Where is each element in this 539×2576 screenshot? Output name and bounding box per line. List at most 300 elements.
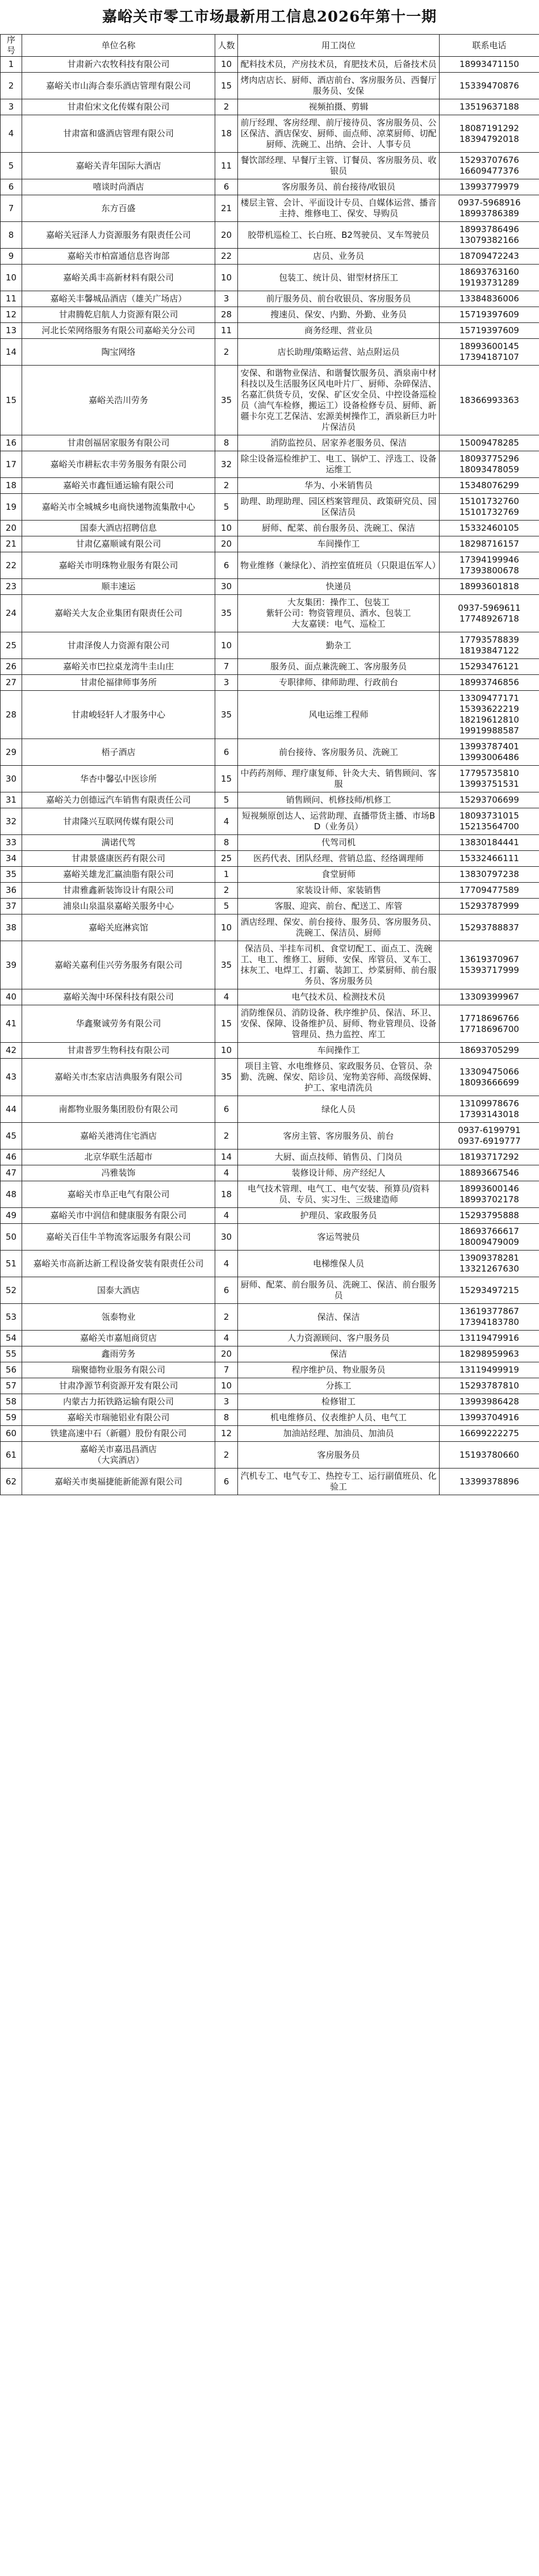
- headcount: 4: [215, 808, 238, 835]
- job-positions: 客房服务员、前台接待/收银员: [238, 179, 440, 195]
- company-name: 瑞聚德物业服务有限公司: [22, 1362, 215, 1378]
- table-row: [1, 265, 539, 291]
- row-index: 3: [1, 99, 22, 115]
- table-row: [1, 941, 539, 989]
- contact-phone: 13119479916: [440, 1331, 539, 1346]
- table-row: [1, 1224, 539, 1251]
- table-row: [1, 659, 539, 675]
- job-positions: 电气技术员、检测技术员: [238, 989, 440, 1005]
- headcount: 2: [215, 1442, 238, 1469]
- row-index: 52: [1, 1277, 22, 1304]
- contact-phone: 13993787401 13993006486: [440, 739, 539, 766]
- contact-phone: 0937-5969611 17748926718: [440, 595, 539, 632]
- company-name: 嘉峪关市柏富通信息咨询部: [22, 249, 215, 265]
- contact-phone: 13119499919: [440, 1362, 539, 1378]
- company-name: 北京华联生活超市: [22, 1149, 215, 1165]
- row-index: 29: [1, 739, 22, 766]
- table-row: [1, 691, 539, 739]
- contact-phone: 15332460105: [440, 521, 539, 536]
- contact-phone: 15719397609: [440, 307, 539, 323]
- headcount: 18: [215, 115, 238, 153]
- headcount: 10: [215, 265, 238, 291]
- contact-phone: 15339470876: [440, 73, 539, 99]
- job-positions: 华为、小米销售员: [238, 478, 440, 494]
- headcount: 6: [215, 739, 238, 766]
- contact-phone: 15293787999: [440, 899, 539, 914]
- job-positions: 代驾司机: [238, 835, 440, 851]
- company-name: 河北长荣网络服务有限公司嘉峪关分公司: [22, 323, 215, 339]
- company-name: 嘉峪关市耕耘农丰劳务服务有限公司: [22, 451, 215, 478]
- company-name: 嘉峪关市巴拉桌龙湾牛圭山庄: [22, 659, 215, 675]
- header-company: 单位名称: [22, 35, 215, 57]
- headcount: 35: [215, 691, 238, 739]
- table-row: [1, 766, 539, 792]
- table-row: [1, 153, 539, 179]
- company-name: 甘肃普罗生物科技有限公司: [22, 1043, 215, 1059]
- row-index: 17: [1, 451, 22, 478]
- job-positions: 烤肉店店长、厨师、酒店前台、客房服务员、西餐厅服务员、安保: [238, 73, 440, 99]
- contact-phone: 13830797238: [440, 867, 539, 883]
- headcount: 7: [215, 659, 238, 675]
- headcount: 2: [215, 99, 238, 115]
- contact-phone: 13993986428: [440, 1394, 539, 1410]
- row-index: 2: [1, 73, 22, 99]
- table-row: [1, 579, 539, 595]
- table-row: [1, 451, 539, 478]
- job-positions: 家装设计师、家装销售: [238, 883, 440, 899]
- company-name: 华杏中馨弘中医诊所: [22, 766, 215, 792]
- row-index: 56: [1, 1362, 22, 1378]
- headcount: 20: [215, 1346, 238, 1362]
- job-positions: 助理、助理助理、园区档案管理员、政策研究员、园区保洁员: [238, 494, 440, 521]
- company-name: 嘉峪关市山海合泰乐酒店管理有限公司: [22, 73, 215, 99]
- table-row: [1, 1123, 539, 1149]
- table-row: [1, 435, 539, 451]
- table-row: [1, 1181, 539, 1208]
- headcount: 6: [215, 179, 238, 195]
- job-positions: 楼层主管、会计、平面设计专员、自媒体运营、播音主持、维修电工、保安、导购员: [238, 195, 440, 222]
- company-name: 国泰大酒店招聘信息: [22, 521, 215, 536]
- table-row: [1, 1331, 539, 1346]
- contact-phone: 18993600146 18993702178: [440, 1181, 539, 1208]
- table-row: [1, 195, 539, 222]
- contact-phone: 18993471150: [440, 57, 539, 73]
- table-row: [1, 808, 539, 835]
- job-positions: 保洁、保洁: [238, 1304, 440, 1331]
- table-row: [1, 1059, 539, 1096]
- contact-phone: 18087191292 18394792018: [440, 115, 539, 153]
- contact-phone: 17793578839 18193847122: [440, 632, 539, 659]
- table-row: [1, 1378, 539, 1394]
- contact-phone: 15348076299: [440, 478, 539, 494]
- company-name: 嘉峪关青年国际大酒店: [22, 153, 215, 179]
- company-name: 鑫雨劳务: [22, 1346, 215, 1362]
- contact-phone: 18693766617 18009479009: [440, 1224, 539, 1251]
- headcount: 5: [215, 899, 238, 914]
- row-index: 58: [1, 1394, 22, 1410]
- company-name: 嘻谈时尚酒店: [22, 179, 215, 195]
- headcount: 2: [215, 339, 238, 366]
- job-positions: 餐饮部经理、早餐厅主管、订餐员、客房服务员、收银员: [238, 153, 440, 179]
- row-index: 24: [1, 595, 22, 632]
- company-name: 甘肃新六农牧科技有限公司: [22, 57, 215, 73]
- row-index: 61: [1, 1442, 22, 1469]
- job-positions: 商务经理、营业员: [238, 323, 440, 339]
- table-row: [1, 1043, 539, 1059]
- company-name: 甘肃亿嘉顺诚有限公司: [22, 536, 215, 552]
- headcount: 1: [215, 867, 238, 883]
- job-positions: 销售顾问、机修技师/机修工: [238, 792, 440, 808]
- contact-phone: 18993786496 13079382166: [440, 222, 539, 249]
- company-name: 铁建高速中石（新疆）股份有限公司: [22, 1426, 215, 1442]
- company-name: 嘉峪关浩川劳务: [22, 366, 215, 435]
- headcount: 35: [215, 366, 238, 435]
- row-index: 43: [1, 1059, 22, 1096]
- headcount: 10: [215, 914, 238, 941]
- headcount: 6: [215, 552, 238, 579]
- row-index: 10: [1, 265, 22, 291]
- row-index: 33: [1, 835, 22, 851]
- company-name: 嘉峪关市瑞驰铝业有限公司: [22, 1410, 215, 1426]
- row-index: 28: [1, 691, 22, 739]
- job-positions: 客房主管、客房服务员、前台: [238, 1123, 440, 1149]
- contact-phone: 18366993363: [440, 366, 539, 435]
- job-positions: 人力资源顾问、客户服务员: [238, 1331, 440, 1346]
- contact-phone: 15293787810: [440, 1378, 539, 1394]
- contact-phone: 15293706699: [440, 792, 539, 808]
- contact-phone: 13109978676 17393143018: [440, 1096, 539, 1123]
- company-name: 嘉峪关市嘉迅昌酒店 （大宾酒店）: [22, 1442, 215, 1469]
- company-name: 甘肃泽俊人力资源有限公司: [22, 632, 215, 659]
- company-name: 嘉峪关庭淋宾馆: [22, 914, 215, 941]
- job-positions: 厨师、配菜、前台服务员、洗碗工、保洁、前台服务员: [238, 1277, 440, 1304]
- company-name: 嘉峪关嘉利佳兴劳务服务有限公司: [22, 941, 215, 989]
- job-positions: 前厅服务员、前台收银员、客房服务员: [238, 291, 440, 307]
- row-index: 37: [1, 899, 22, 914]
- headcount: 10: [215, 1378, 238, 1394]
- job-positions: 包装工、统计员、钳型材挤压工: [238, 265, 440, 291]
- headcount: 2: [215, 1123, 238, 1149]
- job-table: [0, 34, 539, 1495]
- headcount: 35: [215, 1059, 238, 1096]
- company-name: 东方百盛: [22, 195, 215, 222]
- contact-phone: 15332466111: [440, 851, 539, 867]
- company-name: 嘉峪关大友企业集团有限责任公司: [22, 595, 215, 632]
- company-name: 甘肃腾乾启航人力资源有限公司: [22, 307, 215, 323]
- company-name: 嘉峪关市奥福捷能新能源有限公司: [22, 1469, 215, 1495]
- table-row: [1, 1208, 539, 1224]
- contact-phone: 17709477589: [440, 883, 539, 899]
- contact-phone: 18298959963: [440, 1346, 539, 1362]
- row-index: 31: [1, 792, 22, 808]
- row-index: 41: [1, 1005, 22, 1043]
- headcount: 20: [215, 536, 238, 552]
- headcount: 2: [215, 883, 238, 899]
- table-row: [1, 867, 539, 883]
- headcount: 6: [215, 1469, 238, 1495]
- row-index: 9: [1, 249, 22, 265]
- job-positions: 视频拍摄、剪辑: [238, 99, 440, 115]
- company-name: 甘肃富和盛酒店管理有限公司: [22, 115, 215, 153]
- job-positions: 检修钳工: [238, 1394, 440, 1410]
- job-positions: 厨师、配菜、前台服务员、洗碗工、保洁: [238, 521, 440, 536]
- contact-phone: 17718696766 17718696700: [440, 1005, 539, 1043]
- job-positions: 风电运维工程师: [238, 691, 440, 739]
- company-name: 嘉峪关市明珠物业服务有限公司: [22, 552, 215, 579]
- contact-phone: 16699222275: [440, 1426, 539, 1442]
- company-name: 嘉峪关力创德远汽车销售有限责任公司: [22, 792, 215, 808]
- contact-phone: 18709472243: [440, 249, 539, 265]
- row-index: 60: [1, 1426, 22, 1442]
- headcount: 30: [215, 579, 238, 595]
- table-row: [1, 339, 539, 366]
- header-count: 人数: [215, 35, 238, 57]
- contact-phone: 18298716157: [440, 536, 539, 552]
- contact-phone: 18093775296 18093478059: [440, 451, 539, 478]
- contact-phone: 15293788837: [440, 914, 539, 941]
- contact-phone: 13399378896: [440, 1469, 539, 1495]
- job-positions: 客运驾驶员: [238, 1224, 440, 1251]
- headcount: 3: [215, 675, 238, 691]
- table-row: [1, 291, 539, 307]
- company-name: 嘉峪关市高新达新工程设备安装有限责任公司: [22, 1251, 215, 1277]
- company-name: 甘肃伦福律师事务所: [22, 675, 215, 691]
- job-positions: 酒店经理、保安、前台接待、服务员、客房服务员、洗碗工、保洁员、厨师: [238, 914, 440, 941]
- job-positions: 专职律师、律师助理、行政前台: [238, 675, 440, 691]
- company-name: 浦泉山泉温泉嘉峪关服务中心: [22, 899, 215, 914]
- headcount: 10: [215, 632, 238, 659]
- table-row: [1, 1426, 539, 1442]
- contact-phone: 15293795888: [440, 1208, 539, 1224]
- company-name: 甘肃景盛康医药有限公司: [22, 851, 215, 867]
- contact-phone: 15293476121: [440, 659, 539, 675]
- job-positions: 物业维修（兼绿化）、消控室值班员（只限退伍军人）: [238, 552, 440, 579]
- company-name: 嘉峪关市中润信和健康服务有限公司: [22, 1208, 215, 1224]
- row-index: 32: [1, 808, 22, 835]
- headcount: 15: [215, 73, 238, 99]
- headcount: 2: [215, 1304, 238, 1331]
- job-positions: 装修设计师、房产经纪人: [238, 1165, 440, 1181]
- table-row: [1, 521, 539, 536]
- job-positions: 勤杂工: [238, 632, 440, 659]
- table-row: [1, 792, 539, 808]
- contact-phone: 18993746856: [440, 675, 539, 691]
- company-name: 嘉峪关雄龙汇赢油脂有限公司: [22, 867, 215, 883]
- company-name: 嘉峪关市全城城乡电商快递物流集散中心: [22, 494, 215, 521]
- row-index: 50: [1, 1224, 22, 1251]
- job-positions: 保洁: [238, 1346, 440, 1362]
- headcount: 4: [215, 1208, 238, 1224]
- headcount: 4: [215, 1165, 238, 1181]
- table-row: [1, 1362, 539, 1378]
- job-positions: 医药代表、团队经理、营销总监、经络调理师: [238, 851, 440, 867]
- headcount: 35: [215, 595, 238, 632]
- table-header-row: [1, 35, 539, 57]
- table-row: [1, 835, 539, 851]
- contact-phone: 18693763160 19193731289: [440, 265, 539, 291]
- contact-phone: 13619370967 15393717999: [440, 941, 539, 989]
- table-row: [1, 1442, 539, 1469]
- row-index: 14: [1, 339, 22, 366]
- job-positions: 中药药剂师、理疗康复师、针灸大夫、销售顾问、客服: [238, 766, 440, 792]
- table-row: [1, 536, 539, 552]
- job-positions: 店长助理/策略运营、站点附运员: [238, 339, 440, 366]
- row-index: 20: [1, 521, 22, 536]
- job-positions: 短视频原创达人、运营助理、直播带货主播、市场BD（业务员）: [238, 808, 440, 835]
- contact-phone: 15719397609: [440, 323, 539, 339]
- row-index: 47: [1, 1165, 22, 1181]
- job-positions: 消防维保员、消防设备、秩序维护员、保洁、环卫、安保、保障、设备维护员、厨师、物业管理员、设备管理员、热力监控、库工: [238, 1005, 440, 1043]
- row-index: 27: [1, 675, 22, 691]
- company-name: 国泰大酒店: [22, 1277, 215, 1304]
- headcount: 12: [215, 1426, 238, 1442]
- headcount: 5: [215, 792, 238, 808]
- job-positions: 电梯维保人员: [238, 1251, 440, 1277]
- job-positions: 保洁员、半挂车司机、食堂切配工、面点工、洗碗工、电工、维修工、厨师、安保、库管员、叉车工、抹灰工、电焊工、打霸、装卸工、炒菜厨师、前台服务员、客房服务员: [238, 941, 440, 989]
- job-positions: 胶带机巡检工、长白班、B2驾驶员、叉车驾驶员: [238, 222, 440, 249]
- contact-phone: 13909378281 13321267630: [440, 1251, 539, 1277]
- job-positions: 程序维护员、物业服务员: [238, 1362, 440, 1378]
- table-row: [1, 851, 539, 867]
- row-index: 5: [1, 153, 22, 179]
- table-row: [1, 478, 539, 494]
- company-name: 嘉峪关禹丰高新材料有限公司: [22, 265, 215, 291]
- row-index: 15: [1, 366, 22, 435]
- company-name: 冯雅装饰: [22, 1165, 215, 1181]
- row-index: 18: [1, 478, 22, 494]
- company-name: 甘肃峻轻轩人才服务中心: [22, 691, 215, 739]
- row-index: 30: [1, 766, 22, 792]
- job-table-body: [1, 57, 539, 1495]
- contact-phone: 13993704916: [440, 1410, 539, 1426]
- headcount: 28: [215, 307, 238, 323]
- job-positions: 前台接待、客房服务员、洗碗工: [238, 739, 440, 766]
- table-row: [1, 632, 539, 659]
- headcount: 10: [215, 521, 238, 536]
- table-row: [1, 989, 539, 1005]
- row-index: 59: [1, 1410, 22, 1426]
- headcount: 3: [215, 1394, 238, 1410]
- row-index: 51: [1, 1251, 22, 1277]
- table-row: [1, 222, 539, 249]
- table-row: [1, 675, 539, 691]
- headcount: 8: [215, 435, 238, 451]
- company-name: 嘉峪关市嘉旭商贸店: [22, 1331, 215, 1346]
- headcount: 14: [215, 1149, 238, 1165]
- row-index: 48: [1, 1181, 22, 1208]
- row-index: 34: [1, 851, 22, 867]
- contact-phone: 15101732760 15101732769: [440, 494, 539, 521]
- table-row: [1, 99, 539, 115]
- contact-phone: 13619377867 17394183780: [440, 1304, 539, 1331]
- job-positions: 汽机专工、电气专工、热控专工、运行副值班员、化验工: [238, 1469, 440, 1495]
- table-row: [1, 1165, 539, 1181]
- job-positions: 快递员: [238, 579, 440, 595]
- headcount: 6: [215, 1096, 238, 1123]
- headcount: 22: [215, 249, 238, 265]
- contact-phone: 13309477171 15393622219 18219612810 19919988587: [440, 691, 539, 739]
- job-positions: 配料技术员，产房技术员，育肥技术员，后备技术员: [238, 57, 440, 73]
- contact-phone: 18093731015 15213564700: [440, 808, 539, 835]
- contact-phone: 18193717292: [440, 1149, 539, 1165]
- header-index: 序号: [1, 35, 22, 57]
- header-positions: 用工岗位: [238, 35, 440, 57]
- company-name: 甘肃雅鑫新装饰设计有限公司: [22, 883, 215, 899]
- table-row: [1, 57, 539, 73]
- contact-phone: 13519637188: [440, 99, 539, 115]
- company-name: 嘉峪关丰馨城品酒店（雄关广场店）: [22, 291, 215, 307]
- contact-phone: 18893667546: [440, 1165, 539, 1181]
- row-index: 4: [1, 115, 22, 153]
- contact-phone: 18993600145 17394187107: [440, 339, 539, 366]
- contact-phone: 13309475066 18093666699: [440, 1059, 539, 1096]
- contact-phone: 18693705299: [440, 1043, 539, 1059]
- row-index: 49: [1, 1208, 22, 1224]
- company-name: 甘肃隆兴互联网传媒有限公司: [22, 808, 215, 835]
- row-index: 54: [1, 1331, 22, 1346]
- headcount: 8: [215, 1410, 238, 1426]
- row-index: 26: [1, 659, 22, 675]
- table-row: [1, 249, 539, 265]
- row-index: 19: [1, 494, 22, 521]
- headcount: 11: [215, 153, 238, 179]
- table-row: [1, 1251, 539, 1277]
- headcount: 25: [215, 851, 238, 867]
- contact-phone: 13830184441: [440, 835, 539, 851]
- headcount: 11: [215, 323, 238, 339]
- row-index: 8: [1, 222, 22, 249]
- company-name: 甘肃净源节利资源开发有限公司: [22, 1378, 215, 1394]
- row-index: 55: [1, 1346, 22, 1362]
- contact-phone: 13309399967: [440, 989, 539, 1005]
- contact-phone: 0937-5968916 18993786389: [440, 195, 539, 222]
- contact-phone: 17394199946 17393800678: [440, 552, 539, 579]
- row-index: 16: [1, 435, 22, 451]
- company-name: 瓴泰物业: [22, 1304, 215, 1331]
- headcount: 15: [215, 766, 238, 792]
- table-row: [1, 1346, 539, 1362]
- headcount: 4: [215, 1251, 238, 1277]
- contact-phone: 17795735810 13993751531: [440, 766, 539, 792]
- headcount: 3: [215, 291, 238, 307]
- row-index: 57: [1, 1378, 22, 1394]
- job-positions: 搜速员、保安、内勤、外勤、业务员: [238, 307, 440, 323]
- headcount: 4: [215, 989, 238, 1005]
- table-row: [1, 494, 539, 521]
- table-row: [1, 366, 539, 435]
- company-name: 内蒙古力拓铁路运输有限公司: [22, 1394, 215, 1410]
- company-name: 南都物业服务集团股份有限公司: [22, 1096, 215, 1123]
- job-positions: 食堂厨师: [238, 867, 440, 883]
- row-index: 44: [1, 1096, 22, 1123]
- job-positions: 护理员、家政服务员: [238, 1208, 440, 1224]
- headcount: 32: [215, 451, 238, 478]
- job-positions: 加油站经理、加油员、加油员: [238, 1426, 440, 1442]
- company-name: 甘肃创福居家服务有限公司: [22, 435, 215, 451]
- table-row: [1, 323, 539, 339]
- table-row: [1, 115, 539, 153]
- headcount: 15: [215, 1005, 238, 1043]
- table-row: [1, 883, 539, 899]
- contact-phone: 18993601818: [440, 579, 539, 595]
- job-positions: 消防监控员、居家养老服务员、保洁: [238, 435, 440, 451]
- company-name: 华鑫聚诚劳务有限公司: [22, 1005, 215, 1043]
- row-index: 45: [1, 1123, 22, 1149]
- row-index: 13: [1, 323, 22, 339]
- job-positions: 绿化人员: [238, 1096, 440, 1123]
- contact-phone: 15193780660: [440, 1442, 539, 1469]
- headcount: 21: [215, 195, 238, 222]
